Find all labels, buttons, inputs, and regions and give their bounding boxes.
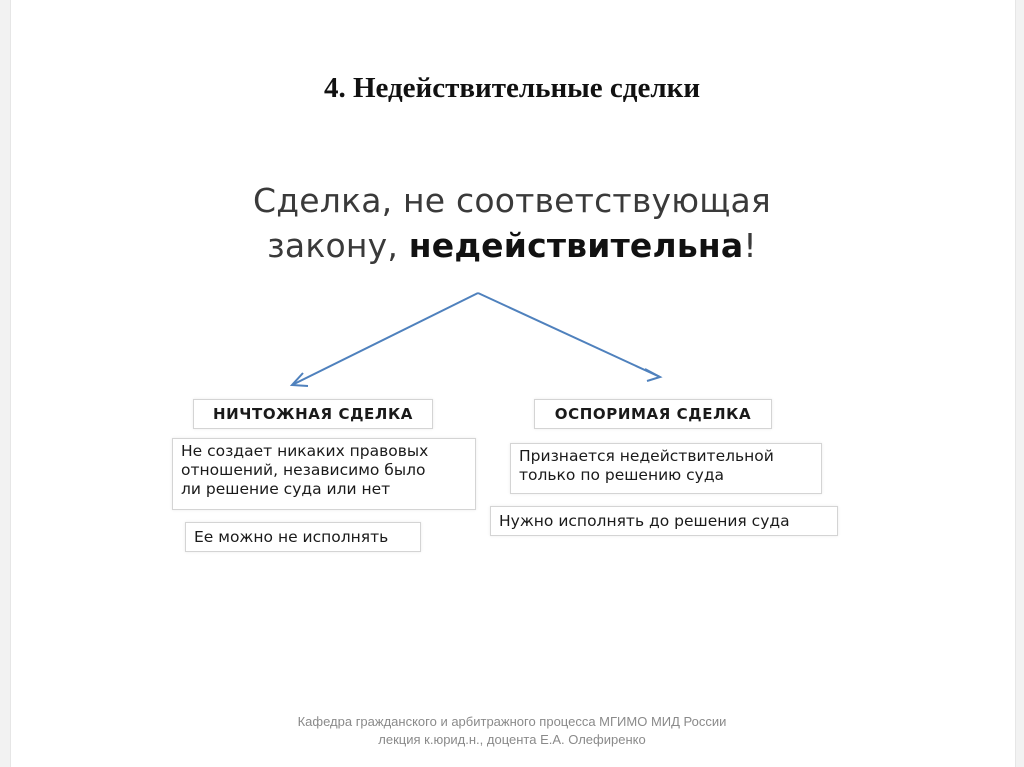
voidable-deal-description: Признается недействительной только по решению суда: [510, 443, 822, 494]
footer-line-2: лекция к.юрид.н., доцента Е.А. Олефиренко: [378, 732, 646, 747]
headline-prefix: закону,: [267, 226, 409, 265]
footer: [0, 713, 1024, 749]
void-deal-note: Ее можно не исполнять: [185, 522, 421, 552]
voidable-deal-header: ОСПОРИМАЯ СДЕЛКА: [534, 399, 772, 429]
arrow-to-voidable: [478, 293, 660, 377]
voidable-deal-note: Нужно исполнять до решения суда: [490, 506, 838, 536]
headline-suffix: !: [743, 226, 757, 265]
void-deal-description: Не создает никаких правовых отношений, независимо было ли решение суда или нет: [172, 438, 476, 510]
arrowhead-right: [645, 369, 660, 381]
headline-bold-word: недействительна: [408, 226, 744, 265]
footer-line-1: Кафедра гражданского и арбитражного процесса МГИМО МИД России: [297, 714, 727, 729]
void-deal-header: НИЧТОЖНАЯ СДЕЛКА: [193, 399, 433, 429]
slide-title: 4. Недействительные сделки: [323, 72, 701, 104]
headline-line-1: Сделка, не соответствующая: [253, 181, 771, 220]
arrow-to-void: [292, 293, 478, 385]
